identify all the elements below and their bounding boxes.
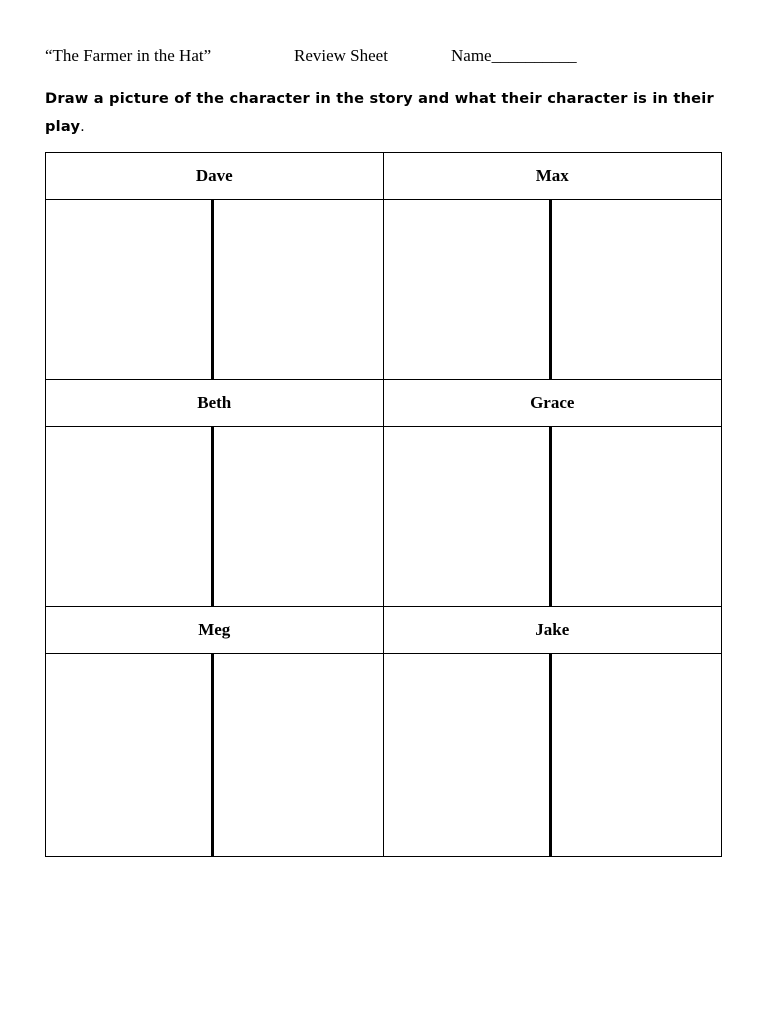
character-label-dave: Dave [46, 153, 384, 200]
picture-box[interactable] [46, 200, 214, 379]
instructions [45, 85, 735, 141]
drawing-area-grace [384, 427, 722, 607]
drawing-area-jake [384, 654, 722, 856]
role-box[interactable] [214, 427, 382, 606]
character-label-beth: Beth [46, 380, 384, 427]
sheet-type: Review Sheet [294, 46, 388, 65]
picture-box[interactable] [384, 654, 553, 856]
picture-box[interactable] [384, 427, 553, 606]
name-field[interactable]: Name__________ [451, 46, 577, 65]
picture-box[interactable] [46, 427, 214, 606]
role-box[interactable] [552, 654, 721, 856]
role-box[interactable] [552, 200, 721, 379]
role-box[interactable] [552, 427, 721, 606]
instructions-period: . [80, 118, 86, 135]
character-grid [45, 152, 722, 857]
picture-box[interactable] [46, 654, 214, 856]
picture-box[interactable] [384, 200, 553, 379]
drawing-area-beth [46, 427, 384, 607]
character-label-meg: Meg [46, 607, 384, 654]
character-label-max: Max [384, 153, 722, 200]
drawing-area-max [384, 200, 722, 380]
role-box[interactable] [214, 654, 382, 856]
story-title: “The Farmer in the Hat” [45, 46, 212, 65]
worksheet-header [45, 46, 745, 70]
role-box[interactable] [214, 200, 382, 379]
character-label-grace: Grace [384, 380, 722, 427]
drawing-area-dave [46, 200, 384, 380]
instructions-text: Draw a picture of the character in the story and what their character is in their play [45, 90, 714, 135]
character-label-jake: Jake [384, 607, 722, 654]
drawing-area-meg [46, 654, 384, 856]
